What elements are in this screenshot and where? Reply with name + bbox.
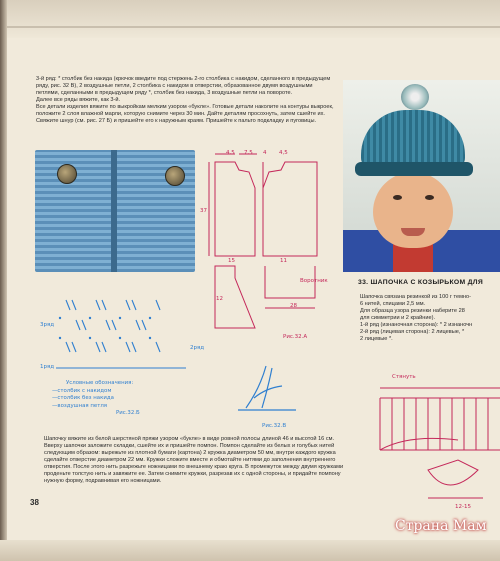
hat-line: 6 нитей, спицами 2,5 мм. bbox=[360, 301, 426, 307]
fig-32a-caption: Рис.32.А bbox=[283, 334, 308, 340]
hat-line: для симметрии и 2 крайние). bbox=[360, 315, 436, 321]
row2-label: 2ряд bbox=[190, 345, 205, 351]
watermark: Страна Мам bbox=[395, 518, 487, 534]
page-bottom-edge bbox=[0, 540, 500, 561]
crochet-hook-illustration bbox=[236, 358, 306, 418]
legend bbox=[52, 380, 172, 418]
paragraph-row3: 3-й ряд: * столбик без накида (крючок введите под стержень 2-го столбика с накидом, сделанного в предыдущем ряду, рис. 32 В), 2 воздушные петли, 2 столбика с накидом в отверстии, образованное двумя воздушными петлями, сделанными в предыдущем ряду *, столбик без накида, 3 воздушные петли на повороте. bbox=[36, 76, 331, 96]
eye bbox=[425, 195, 434, 200]
fig-32v-caption: Рис.32.В bbox=[262, 423, 287, 429]
hat-line: Шапочка связана резинкой из 100 г темно- bbox=[360, 294, 471, 300]
paragraph-repeat: Далее все ряды вяжите, как 3-й. bbox=[36, 97, 121, 103]
fig-32b-caption: Рис.32.Б bbox=[116, 410, 140, 416]
hat-label-gather: Стянуть bbox=[392, 374, 416, 380]
page-fold bbox=[0, 0, 500, 38]
knitted-fabric-photo bbox=[35, 150, 195, 272]
dim-label: 11 bbox=[280, 258, 287, 264]
sewing-pattern-diagram bbox=[205, 148, 340, 343]
legend-item: —столбик без накида bbox=[52, 395, 114, 401]
section-heading: 33. ШАПОЧКА С КОЗЫРЬКОМ ДЛЯ bbox=[358, 279, 484, 286]
fold-crease bbox=[0, 26, 500, 28]
page-number: 38 bbox=[30, 498, 39, 507]
hat-line: 2 лицевые *. bbox=[360, 336, 393, 342]
bottom-paragraph: Шапочку вяжите из белой шерстяной пряжи узором «букле» в виде ровной полосы длиной 46 и высотой 16 см. Вверху шапочки заложите складки, сшейте их и пришейте помпон. Помпон сделайте из белых и голубых нитей следующим образом: вырежьте из плотной бумаги (картона) 2 кружка диаметром 50 мм, внутри каждого кружка сделайте отверстие диаметром 22 мм. Кружки сложите вместе и обмотайте нитями до заполнения внутреннего отверстия. После этого нить разрежьте ножницами по внешнему краю круга. В промежуток между двумя кружками проденьте толстую нить и завяжите ее. Затем снимите кружки, разрезав их с одной стороны, и придайте помпону нужную форму, подравнивая его ножницами. bbox=[44, 436, 344, 484]
dim-label: 4,5 bbox=[279, 150, 288, 156]
pompom bbox=[401, 84, 429, 110]
dim-label: 7,5 bbox=[244, 150, 253, 156]
hat-label-size: 12-15 bbox=[455, 504, 471, 510]
dim-label: 15 bbox=[228, 258, 235, 264]
face bbox=[373, 172, 453, 248]
instructions-text bbox=[36, 76, 336, 125]
placket-seam bbox=[111, 150, 117, 272]
legend-title: Условные обозначения: bbox=[66, 380, 134, 386]
boy-with-hat-photo bbox=[343, 80, 500, 272]
dim-label: 37 bbox=[200, 208, 207, 214]
button-photo bbox=[165, 166, 185, 186]
dim-label: 28 bbox=[290, 303, 297, 309]
dim-label: 4,5 bbox=[226, 150, 235, 156]
button-photo bbox=[57, 164, 77, 184]
hat-brim bbox=[355, 162, 473, 176]
knit-hat bbox=[361, 110, 465, 168]
dim-label: 4 bbox=[263, 150, 267, 156]
hat-line: 2-й ряд (лицевая сторона): 2 лицевые, * bbox=[360, 329, 465, 335]
legend-item: —столбик с накидом bbox=[52, 387, 112, 394]
hat-pattern-diagram bbox=[358, 370, 500, 516]
crochet-chart bbox=[56, 292, 196, 378]
page-binding-edge bbox=[0, 0, 7, 561]
row1-label: 1ряд bbox=[40, 364, 55, 370]
hat-line: Для образца узора резинки наберите 28 bbox=[360, 308, 465, 314]
pompom-instructions bbox=[44, 436, 344, 485]
collar-label: Воротник bbox=[300, 278, 328, 284]
hat-instructions bbox=[360, 294, 500, 343]
legend-item: —воздушная петля bbox=[52, 402, 108, 409]
paragraph-assembly: Все детали изделия вяжите по выкройкам мелким узором «букле». Готовые детали наколите на контуры выкроек, положите 2 слоя влажной марли, которую снимите через 30 мин. Дайте деталям просохнуть, затем сшейте их. Свяжите шнур (см. рис. 27 Б) и пришейте его к наружным краям. Пришейте к пальто подкладку и пуговицы. bbox=[36, 104, 334, 124]
hat-line: 1-й ряд (изнаночная сторона): * 2 изнаночн bbox=[360, 322, 473, 328]
eye bbox=[393, 195, 402, 200]
dim-label: 12 bbox=[216, 296, 223, 302]
row3-label: 3ряд bbox=[40, 322, 55, 328]
